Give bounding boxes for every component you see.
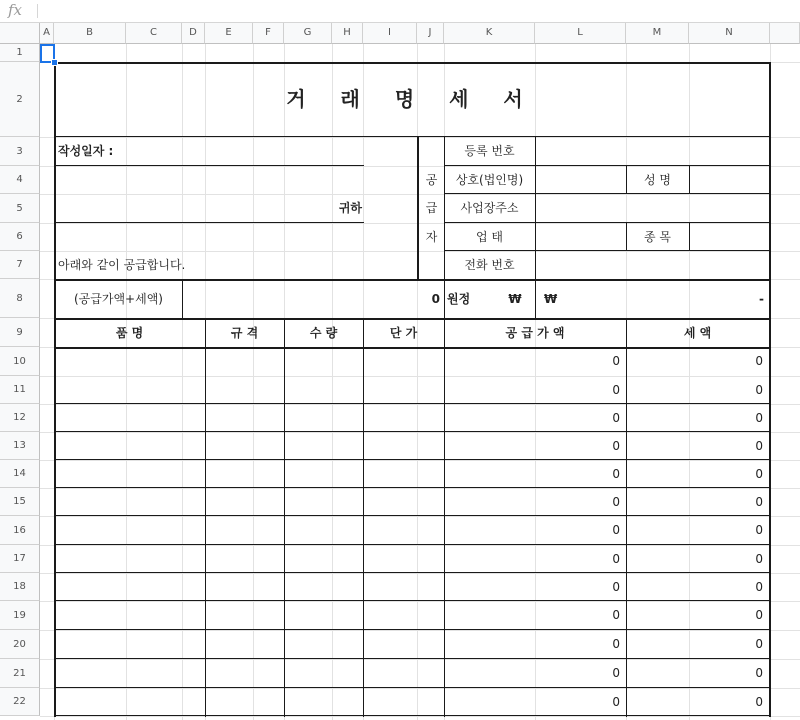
line-item-tax-value: 0 (755, 523, 763, 537)
intro-text: 아래와 같이 공급합니다. (58, 258, 186, 272)
gridline (182, 44, 183, 720)
document-title: 거 래 명 세 서 (286, 87, 537, 111)
gridline (253, 44, 254, 720)
line-item-tax-value: 0 (755, 411, 763, 425)
column-header[interactable]: I (363, 23, 417, 44)
row-header[interactable]: 1 (0, 44, 40, 62)
line-item-tax-value: 0 (755, 354, 763, 368)
row-header[interactable]: 18 (0, 573, 40, 601)
line-item-tax-value: 0 (755, 695, 763, 709)
formula-bar-divider (37, 4, 38, 18)
select-all-corner[interactable] (0, 23, 40, 44)
row-header[interactable]: 4 (0, 166, 40, 194)
column-header[interactable]: N (689, 23, 770, 44)
table-header-tax: 세 액 (683, 326, 712, 340)
row-header[interactable]: 5 (0, 194, 40, 223)
row-header[interactable]: 15 (0, 488, 40, 516)
row-header[interactable]: 21 (0, 659, 40, 688)
row-header[interactable]: 17 (0, 545, 40, 573)
line-item-tax-value: 0 (755, 383, 763, 397)
row-header[interactable]: 19 (0, 601, 40, 630)
column-header[interactable]: E (205, 23, 253, 44)
line-item-supply-value: 0 (612, 523, 620, 537)
currency-symbol-small: ₩ (508, 292, 522, 306)
column-header[interactable]: H (332, 23, 363, 44)
form-border (535, 137, 536, 280)
line-item-supply-value: 0 (612, 467, 620, 481)
total-amount-value: 0 (431, 292, 440, 306)
row-header[interactable]: 14 (0, 460, 40, 488)
row-header[interactable]: 16 (0, 516, 40, 545)
date-label: 작성일자 : (58, 144, 114, 158)
line-item-supply-value: 0 (612, 439, 620, 453)
column-header[interactable]: M (626, 23, 689, 44)
recipient-suffix: 귀하 (338, 201, 362, 215)
row-header[interactable]: 6 (0, 223, 40, 251)
table-header-supply: 공 급 가 액 (505, 326, 565, 340)
total-amount-unit: 원정 (447, 292, 471, 306)
supplier-vertical-label: 급 (425, 201, 438, 215)
line-item-supply-value: 0 (612, 495, 620, 509)
line-item-tax-value: 0 (755, 467, 763, 481)
fill-handle[interactable] (51, 59, 58, 66)
row-header[interactable]: 11 (0, 376, 40, 404)
line-item-supply-value: 0 (612, 637, 620, 651)
row-header[interactable]: 20 (0, 630, 40, 659)
representative-name-label: 성 명 (644, 173, 671, 187)
column-header[interactable]: F (253, 23, 284, 44)
table-header-spec: 규 격 (230, 326, 259, 340)
currency-symbol: ₩ (544, 292, 558, 306)
business-category-label: 종 목 (644, 230, 671, 244)
line-item-tax-value: 0 (755, 580, 763, 594)
column-header[interactable]: J (417, 23, 444, 44)
column-header[interactable]: L (535, 23, 626, 44)
row-header[interactable]: 10 (0, 347, 40, 376)
line-item-supply-value: 0 (612, 411, 620, 425)
gridline (332, 44, 333, 720)
row-header[interactable]: 7 (0, 251, 40, 279)
line-item-supply-value: 0 (612, 580, 620, 594)
business-type-label: 업 태 (476, 230, 503, 244)
business-address-label: 사업장주소 (460, 201, 519, 215)
total-dash: - (759, 292, 764, 306)
row-header[interactable]: 3 (0, 137, 40, 166)
line-item-tax-value: 0 (755, 637, 763, 651)
line-item-supply-value: 0 (612, 695, 620, 709)
formula-bar[interactable] (0, 0, 800, 23)
line-item-tax-value: 0 (755, 608, 763, 622)
form-border (54, 62, 56, 717)
column-header[interactable]: K (444, 23, 535, 44)
company-name-label: 상호(법인명) (455, 173, 524, 187)
line-item-supply-value: 0 (612, 608, 620, 622)
table-header-qty: 수 량 (309, 326, 338, 340)
line-item-tax-value: 0 (755, 552, 763, 566)
column-header[interactable]: A (40, 23, 54, 44)
column-header[interactable]: B (54, 23, 126, 44)
column-header[interactable]: C (126, 23, 182, 44)
table-header-unit-price: 단 가 (389, 326, 418, 340)
column-header-filler (770, 23, 800, 44)
line-item-tax-value: 0 (755, 495, 763, 509)
gridline (40, 716, 800, 717)
column-header[interactable]: D (182, 23, 205, 44)
line-item-tax-value: 0 (755, 666, 763, 680)
row-header[interactable]: 2 (0, 62, 40, 137)
registration-number-label: 등록 번호 (464, 144, 515, 158)
phone-number-label: 전화 번호 (464, 258, 515, 272)
row-header[interactable]: 12 (0, 404, 40, 432)
form-border (444, 280, 445, 319)
table-header-item: 품 명 (115, 326, 144, 340)
form-border (535, 280, 536, 319)
column-header[interactable]: G (284, 23, 332, 44)
row-header[interactable]: 22 (0, 688, 40, 716)
row-header[interactable]: 8 (0, 279, 40, 318)
row-header[interactable]: 9 (0, 318, 40, 347)
line-item-supply-value: 0 (612, 666, 620, 680)
form-border (689, 166, 690, 194)
form-border (689, 223, 690, 251)
line-item-tax-value: 0 (755, 439, 763, 453)
total-amount-label: (공급가액+세액) (74, 292, 163, 306)
row-header[interactable]: 13 (0, 432, 40, 460)
supplier-vertical-label: 자 (425, 230, 438, 244)
form-border (769, 62, 771, 717)
fx-icon: fx (8, 1, 23, 19)
line-item-supply-value: 0 (612, 383, 620, 397)
line-item-supply-value: 0 (612, 354, 620, 368)
supplier-vertical-label: 공 (425, 173, 438, 187)
line-item-supply-value: 0 (612, 552, 620, 566)
